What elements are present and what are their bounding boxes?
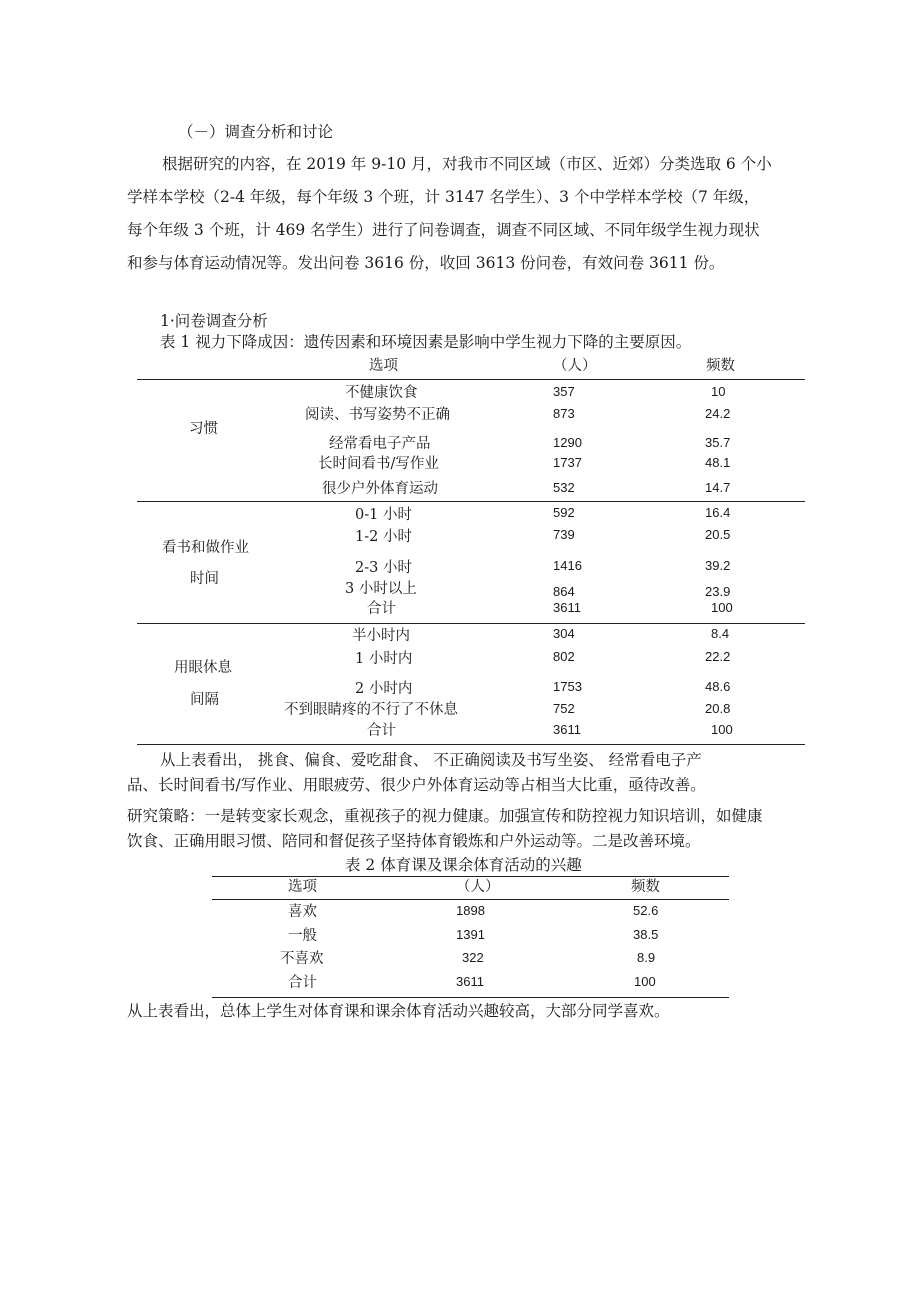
conclusion-text: 从上表看出，总体上学生对体育课和课余体育活动兴趣较高，大部分同学喜欢。 (127, 1002, 670, 1020)
table-2-header-count: （人） (456, 879, 500, 895)
table-2-row-count: 3611 (456, 974, 484, 989)
table-1-group-label: 习惯 (189, 421, 218, 437)
table-1-group-label: 间隔 (190, 692, 219, 708)
table-1-header-freq: 频数 (706, 358, 735, 374)
table-1-row-count: 532 (553, 480, 575, 495)
table-1-bottom-rule (137, 744, 805, 745)
table-1-group-label: 时间 (190, 571, 219, 587)
table-1-row-option: 阅读、书写姿势不正确 (305, 407, 450, 423)
table-1-row-option: 2 小时内 (355, 681, 413, 697)
intro-line: 和参与体育运动情况等。发出问卷 3616 份，收回 3613 份问卷，有效问卷 3611 份。 (127, 254, 725, 272)
table-1-row-freq: 10 (711, 384, 726, 399)
intro-line: 根据研究的内容，在 2019 年 9-10 月，对我市不同区域（市区、近郊）分类选取 6 个小 (162, 155, 772, 173)
table-2-row-option: 不喜欢 (280, 951, 324, 967)
table-1-row-count: 3611 (553, 722, 581, 737)
table-1-row-freq: 39.2 (705, 558, 731, 573)
intro-line: 每个年级 3 个班，计 469 名学生）进行了问卷调查，调查不同区域、不同年级学生视力现状 (127, 221, 760, 239)
table-1-row-freq: 16.4 (705, 505, 731, 520)
table-1-row-freq: 100 (711, 600, 733, 615)
table-1-row-count: 1290 (553, 435, 582, 450)
table-1-group-label: 用眼休息 (174, 660, 232, 676)
strategy-line: 研究策略：一是转变家长观念，重视孩子的视力健康。加强宣传和防控视力知识培训，如健康 (127, 807, 763, 825)
subsection-heading: 1·问卷调查分析 (160, 312, 268, 330)
table-2-row-freq: 100 (634, 974, 656, 989)
table-2-row-option: 一般 (288, 928, 317, 944)
table-1-row-freq: 100 (711, 722, 733, 737)
table-1-row-count: 3611 (553, 600, 581, 615)
table-1-row-freq: 20.5 (705, 527, 731, 542)
table-1-row-option: 1-2 小时 (355, 529, 412, 545)
table-1-row-count: 1416 (553, 558, 582, 573)
table-1-row-option: 3 小时以上 (345, 581, 417, 597)
table-1-row-count: 873 (553, 406, 575, 421)
table-1-group-rule (137, 501, 805, 502)
table-1-row-freq: 23.9 (705, 584, 731, 599)
intro-line: 学样本学校（2-4 年级，每个年级 3 个班，计 3147 名学生）、3 个中学样本学校（7 年级， (127, 188, 760, 206)
table-2-row-count: 322 (462, 950, 484, 965)
table-1-row-count: 304 (553, 626, 575, 641)
table-1-row-option: 不到眼睛疼的不行了不休息 (284, 702, 458, 718)
table-1-group-label: 看书和做作业 (162, 540, 249, 556)
table-2-row-freq: 8.9 (637, 950, 656, 965)
table-1-row-option: 合计 (367, 601, 396, 617)
table-2-header-option: 选项 (288, 879, 317, 895)
table-1-row-freq: 20.8 (705, 701, 731, 716)
table-1-row-option: 经常看电子产品 (329, 436, 431, 452)
table-1-row-freq: 14.7 (705, 480, 731, 495)
table-1-row-count: 802 (553, 649, 575, 664)
table-2-header-freq: 频数 (631, 879, 660, 895)
table-1-header-option: 选项 (369, 358, 398, 374)
table-1-row-count: 1753 (553, 679, 582, 694)
table-1-row-option: 0-1 小时 (355, 507, 412, 523)
table-1-row-option: 1 小时内 (355, 651, 413, 667)
table-1-header-rule (137, 379, 805, 380)
table-1-row-option: 不健康饮食 (345, 385, 418, 401)
table-2-caption: 表 2 体育课及课余体育活动的兴趣 (345, 856, 582, 874)
section-heading: （－）调查分析和讨论 (178, 123, 334, 141)
table-1-row-count: 864 (553, 584, 575, 599)
strategy-line: 饮食、正确用眼习惯、陪同和督促孩子坚持体育锻炼和户外运动等。二是改善环境。 (127, 832, 701, 850)
table-1-row-option: 合计 (367, 723, 396, 739)
table-2-bottom-rule (212, 997, 729, 998)
table-2-header-rule (212, 899, 729, 900)
table-1-row-freq: 24.2 (705, 406, 731, 421)
intro-paragraph (127, 148, 807, 280)
table-2-row-count: 1898 (456, 903, 485, 918)
table-1-row-freq: 35.7 (705, 435, 731, 450)
table-1-row-count: 357 (553, 384, 575, 399)
table-1-row-freq: 48.6 (705, 679, 731, 694)
table-1-row-option: 半小时内 (352, 628, 410, 644)
table-1-group-rule (137, 623, 805, 624)
table-1-row-freq: 8.4 (711, 626, 730, 641)
table-1-row-count: 752 (553, 701, 575, 716)
analysis-line: 从上表看出， 挑食、偏食、爱吃甜食、 不正确阅读及书写坐姿、 经常看电子产 (160, 751, 702, 769)
table-1-row-freq: 48.1 (705, 455, 731, 470)
table-1-row-option: 2-3 小时 (355, 560, 412, 576)
table-1-caption: 表 1 视力下降成因：遗传因素和环境因素是影响中学生视力下降的主要原因。 (160, 333, 692, 351)
table-1-row-freq: 22.2 (705, 649, 731, 664)
table-1-row-count: 592 (553, 505, 575, 520)
table-2-row-freq: 38.5 (633, 927, 659, 942)
table-1-row-count: 1737 (553, 455, 582, 470)
table-2-row-count: 1391 (456, 927, 485, 942)
table-1-row-option: 很少户外体育运动 (322, 481, 438, 497)
table-1-row-option: 长时间看书/写作业 (318, 456, 439, 472)
table-2-row-option: 喜欢 (288, 904, 317, 920)
analysis-line: 品、长时间看书/写作业、用眼疲劳、很少户外体育运动等占相当大比重，亟待改善。 (127, 776, 706, 794)
table-2-row-freq: 52.6 (633, 903, 659, 918)
table-1-header-count: （人） (553, 358, 597, 374)
table-2-row-option: 合计 (288, 975, 317, 991)
table-1-row-count: 739 (553, 527, 575, 542)
